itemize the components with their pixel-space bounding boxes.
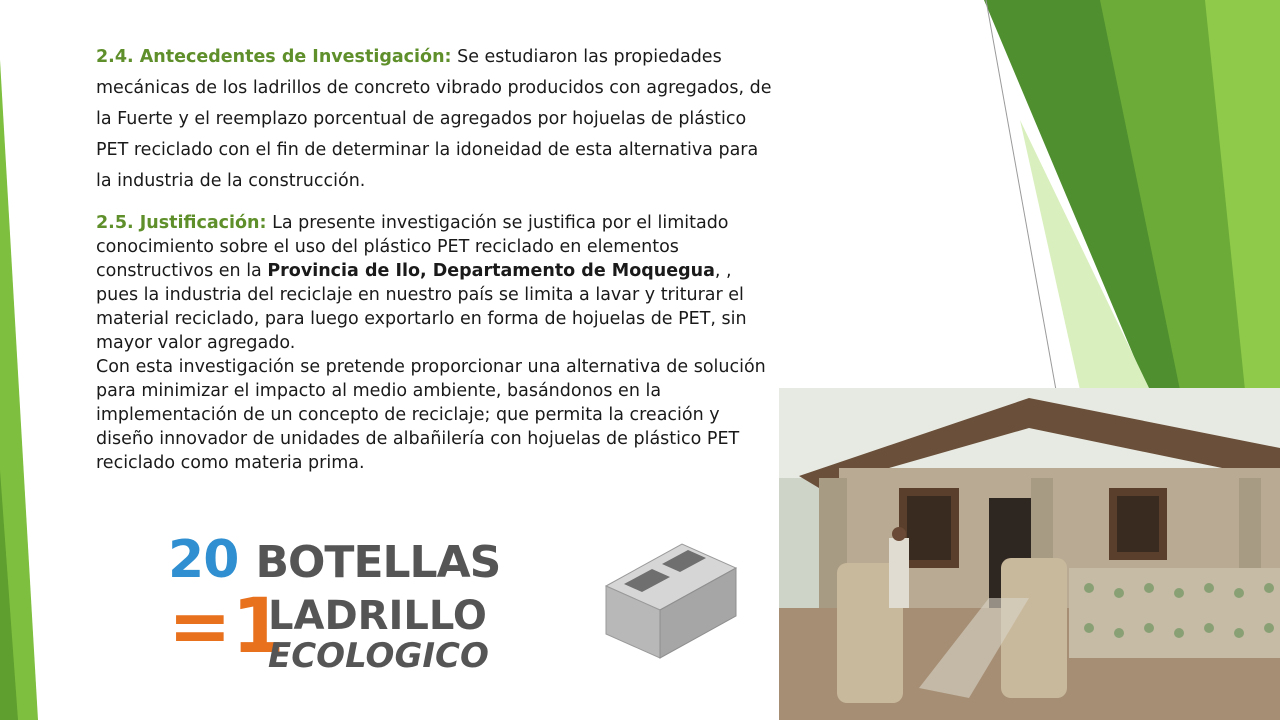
promo-logo (168, 530, 508, 680)
promo-digit-0: 0 (203, 530, 239, 590)
eco-house-photo (779, 388, 1280, 720)
section-2-4-body: Se estudiaron las propiedades mecánicas de los ladrillos de concreto vibrado producidos con agregados, de la Fuerte y el reemplazo porcentual de agregados por hojuelas de plástico PET reciclado con el fin de determinar la idoneidad de esta alternativa para la industria de la construcción. (96, 47, 772, 191)
section-2-5-paragraph-2: Con esta investigación se pretende proporcionar una alternativa de solución para minimizar el impacto al medio ambiente, basándonos en la implementación de un concepto de reciclaje; que permita la creación y diseño innovador de unidades de albañilería con hojuelas de plástico PET reciclado como materia prima. (96, 357, 766, 473)
promo-equals: = (168, 581, 232, 670)
section-2-4-paragraph (96, 42, 776, 197)
section-2-5-heading: 2.5. Justificación: (96, 213, 267, 233)
slide-text (96, 42, 776, 475)
concrete-block-image (596, 538, 740, 662)
promo-digit-2: 2 (168, 530, 204, 590)
promo-word-ladrillo: LADRILLO (268, 593, 487, 639)
section-2-5-place: Provincia de Ilo, Departamento de Moquegua (267, 261, 715, 281)
section-2-5-body-b: , , pues la industria del reciclaje en nuestro país se limita a lavar y triturar el material reciclado, para luego exportarlo en forma de hojuelas de PET, sin mayor valor agregado. (96, 261, 747, 353)
section-2-5-paragraph (96, 211, 776, 355)
section-2-5-body-a: La presente investigación se justifica por el limitado conocimiento sobre el uso del plástico PET reciclado en elementos constructivos en la (96, 213, 729, 281)
promo-word-ecologico: ECOLOGICO (268, 636, 489, 676)
section-2-4-heading: 2.4. Antecedentes de Investigación: (96, 47, 452, 67)
promo-digit-1: 1 (231, 581, 285, 670)
promo-word-botellas: BOTELLAS (255, 537, 501, 588)
